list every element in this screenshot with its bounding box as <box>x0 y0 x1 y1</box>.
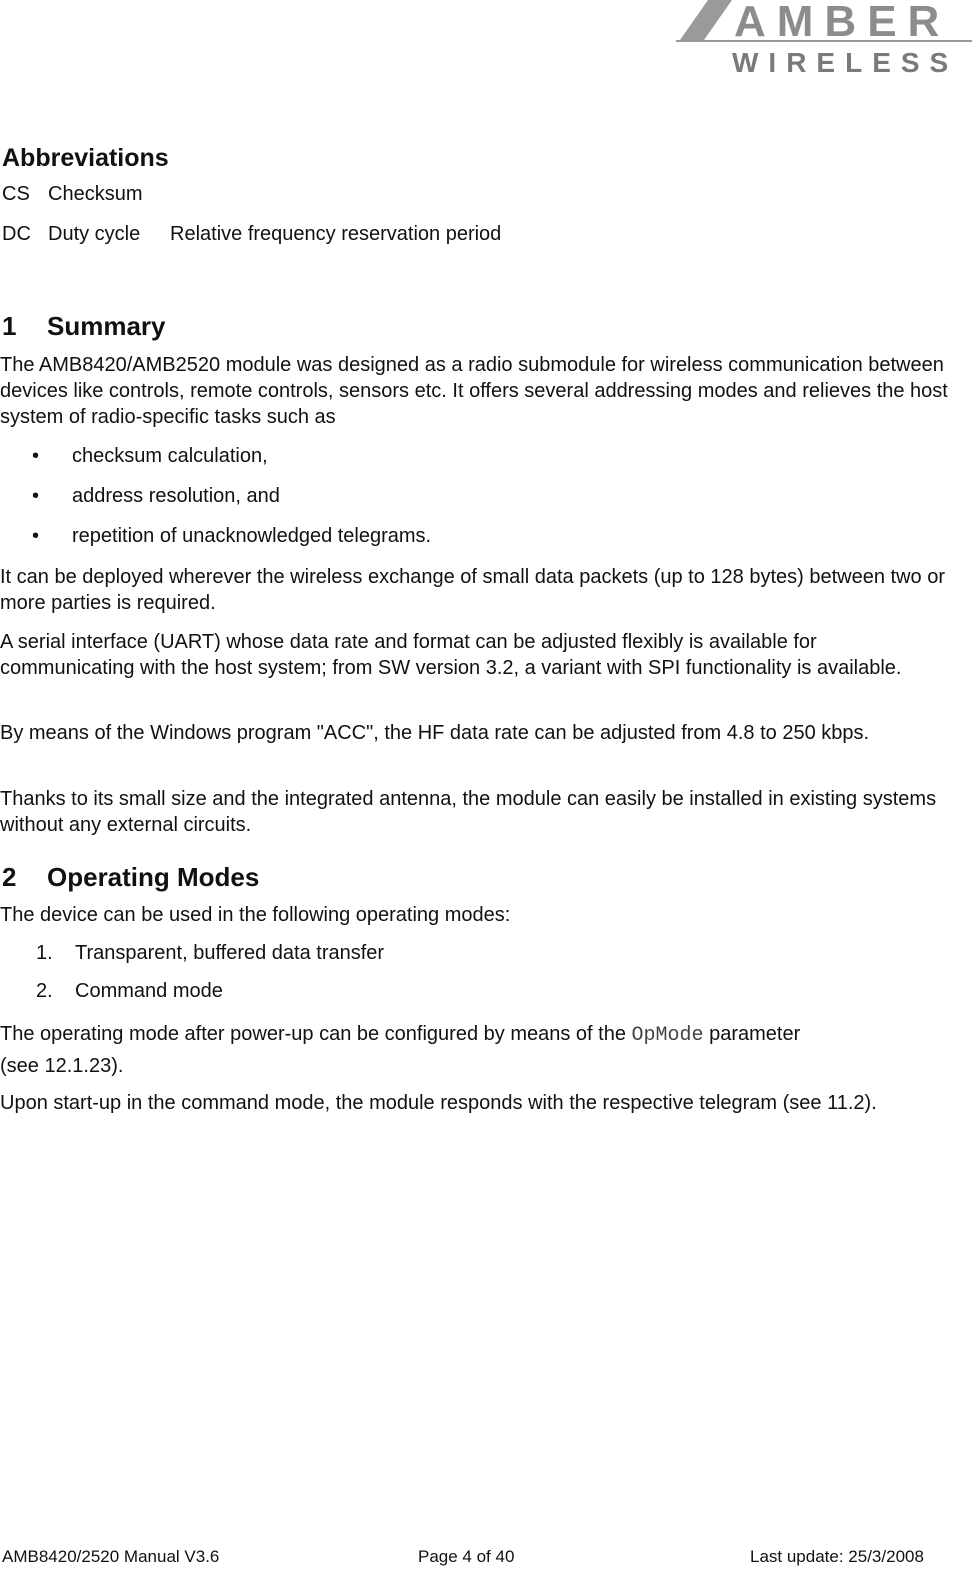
item-number: 2. <box>36 980 53 1002</box>
paragraph: It can be deployed wherever the wireless exchange of small data packets (up to 128 bytes) between two or more parties is required. <box>0 566 945 614</box>
section-title: Operating Modes <box>47 862 260 892</box>
operating-modes-intro: The device can be used in the following operating modes: <box>0 904 511 926</box>
footer-last-update: Last update: 25/3/2008 <box>750 1547 924 1566</box>
amber-wireless-logo <box>672 0 972 80</box>
abbreviation-code: DC <box>2 223 31 245</box>
abbreviation-term: Checksum <box>48 183 143 205</box>
paragraph: By means of the Windows program "ACC", the HF data rate can be adjusted from 4.8 to 250 kbps. <box>0 722 870 744</box>
bullet: • <box>32 445 40 467</box>
abbreviation-code: CS <box>2 183 30 205</box>
summary-intro: The AMB8420/AMB2520 module was designed as a radio submodule for wireless communication between devices like controls, remote controls, sensors etc. It offers several addressing modes and relieves the host system of radio-specific tasks such as <box>0 354 948 428</box>
startup-paragraph: Upon start-up in the command mode, the module responds with the respective telegram (see 11.2). <box>0 1092 877 1114</box>
abbreviation-description: Relative frequency reservation period <box>170 223 502 245</box>
section-title: Summary <box>47 311 166 341</box>
bullet: • <box>32 485 40 507</box>
item-number: 1. <box>36 942 53 964</box>
logo-bottom-text: WIRELESS <box>732 47 959 78</box>
abbreviation-term: Duty cycle <box>48 223 141 245</box>
opmode-code: OpMode <box>631 1024 704 1047</box>
footer-document-title: AMB8420/2520 Manual V3.6 <box>2 1547 220 1566</box>
abbreviations-heading: Abbreviations <box>2 144 169 172</box>
opmode-reference: (see 12.1.23). <box>0 1055 124 1077</box>
paragraph: A serial interface (UART) whose data rate and format can be adjusted flexibly is available for communicating with the host system; from SW version 3.2, a variant with SPI functionality is available. <box>0 631 902 679</box>
bullet: • <box>32 525 40 547</box>
opmode-paragraph: The operating mode after power-up can be configured by means of the OpMode parameter (see 12.1.23). <box>0 1023 801 1077</box>
logo-top-text: AMBER <box>734 0 951 46</box>
section-number: 2 <box>2 862 17 892</box>
section-number: 1 <box>2 311 17 341</box>
footer-page-number: Page 4 of 40 <box>418 1547 515 1566</box>
paragraph: Thanks to its small size and the integrated antenna, the module can easily be installed in existing systems without any external circuits. <box>0 788 937 836</box>
